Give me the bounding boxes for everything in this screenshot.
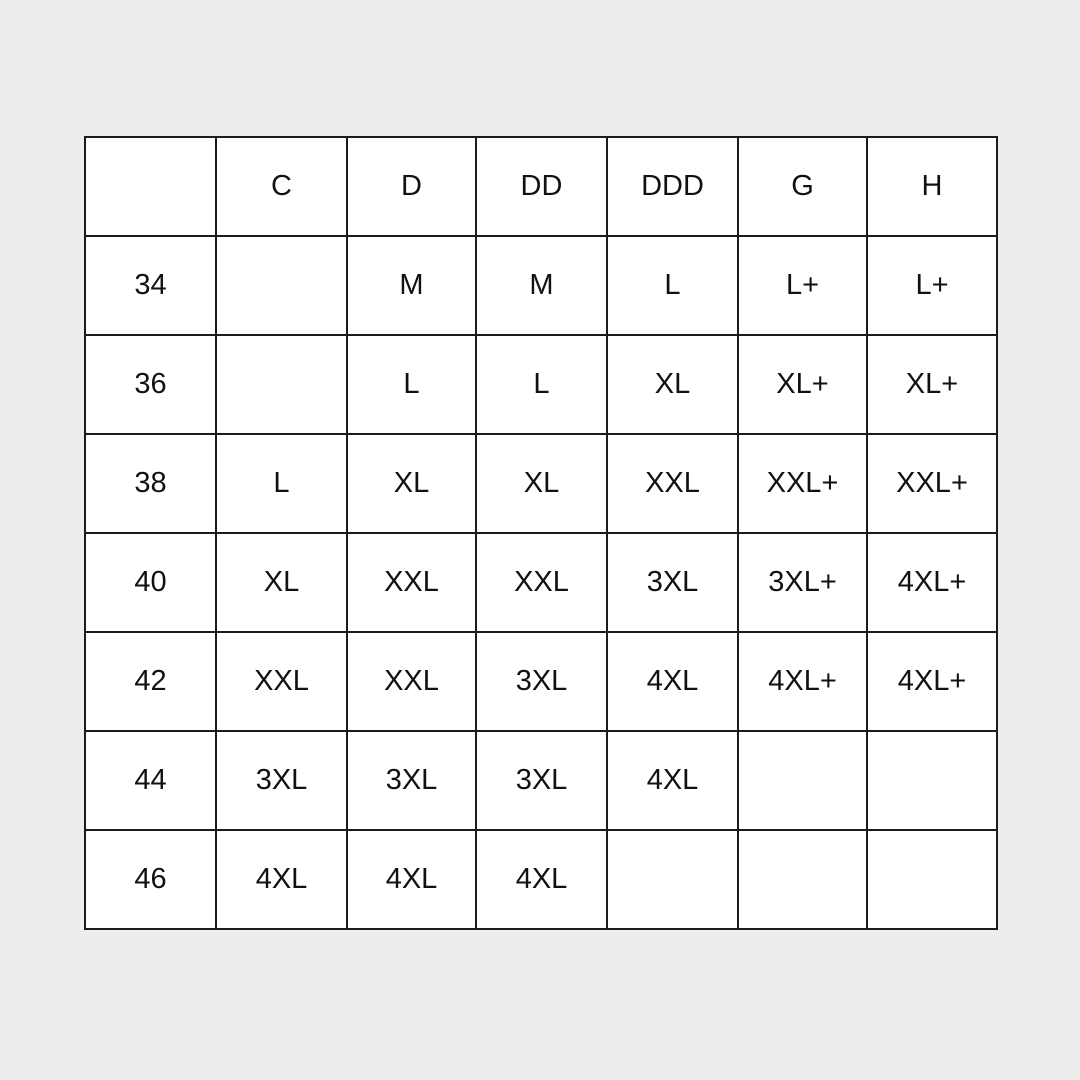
size-cell: 4XL <box>347 830 476 929</box>
size-cell: L <box>216 434 347 533</box>
row-header-band: 34 <box>85 236 216 335</box>
size-cell <box>738 731 867 830</box>
size-cell: XXL+ <box>867 434 997 533</box>
size-cell: 4XL+ <box>738 632 867 731</box>
table-row <box>85 731 997 830</box>
size-cell: 3XL <box>347 731 476 830</box>
size-cell: XXL <box>347 632 476 731</box>
size-cell: 4XL <box>607 632 738 731</box>
size-cell: XXL <box>607 434 738 533</box>
size-cell <box>867 731 997 830</box>
size-cell: XL <box>216 533 347 632</box>
row-header-band: 44 <box>85 731 216 830</box>
table-row <box>85 830 997 929</box>
size-cell: L <box>607 236 738 335</box>
size-cell: 3XL <box>476 632 607 731</box>
row-header-band: 42 <box>85 632 216 731</box>
row-header-band: 40 <box>85 533 216 632</box>
size-cell <box>738 830 867 929</box>
column-header-g: G <box>738 137 867 236</box>
size-cell <box>216 335 347 434</box>
table-row <box>85 632 997 731</box>
size-cell: M <box>476 236 607 335</box>
table-row <box>85 533 997 632</box>
size-cell: M <box>347 236 476 335</box>
column-header-h: H <box>867 137 997 236</box>
size-cell: L+ <box>738 236 867 335</box>
size-cell: 4XL+ <box>867 533 997 632</box>
size-cell: XXL+ <box>738 434 867 533</box>
column-header-d: D <box>347 137 476 236</box>
table-row <box>85 335 997 434</box>
row-header-band: 38 <box>85 434 216 533</box>
size-cell: XXL <box>476 533 607 632</box>
row-header-band: 36 <box>85 335 216 434</box>
size-cell: XL+ <box>738 335 867 434</box>
column-header-ddd: DDD <box>607 137 738 236</box>
size-cell: 4XL <box>476 830 607 929</box>
row-header-band: 46 <box>85 830 216 929</box>
size-cell: 3XL+ <box>738 533 867 632</box>
size-cell: XL <box>607 335 738 434</box>
size-cell: L+ <box>867 236 997 335</box>
size-cell <box>867 830 997 929</box>
column-header-dd: DD <box>476 137 607 236</box>
size-cell: XL <box>347 434 476 533</box>
size-cell: 4XL+ <box>867 632 997 731</box>
table-row <box>85 236 997 335</box>
size-cell: 3XL <box>476 731 607 830</box>
size-cell: XL+ <box>867 335 997 434</box>
size-cell: 4XL <box>607 731 738 830</box>
header-row <box>85 137 997 236</box>
size-cell: XXL <box>347 533 476 632</box>
size-cell <box>607 830 738 929</box>
size-cell: 4XL <box>216 830 347 929</box>
size-cell: XXL <box>216 632 347 731</box>
size-cell: 3XL <box>607 533 738 632</box>
size-chart-table <box>84 136 998 930</box>
size-cell: XL <box>476 434 607 533</box>
table-row <box>85 434 997 533</box>
size-cell <box>216 236 347 335</box>
size-cell: L <box>476 335 607 434</box>
column-header-c: C <box>216 137 347 236</box>
size-cell: 3XL <box>216 731 347 830</box>
size-cell: L <box>347 335 476 434</box>
corner-cell <box>85 137 216 236</box>
